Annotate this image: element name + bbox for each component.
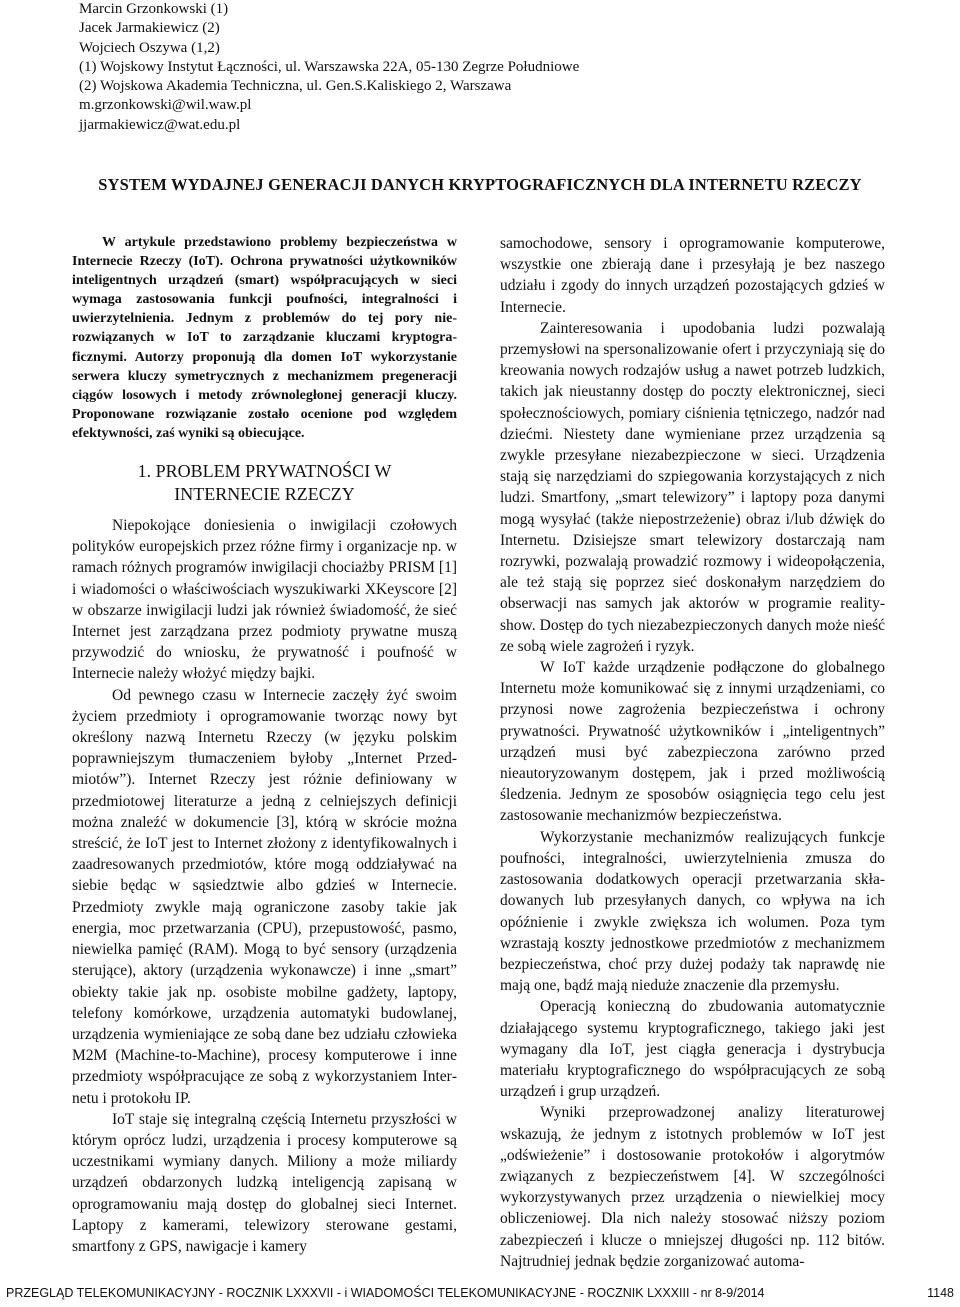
paragraph: Zainteresowania i upodobania ludzi pozwalają przemysłowi na spersonalizowanie ofert i przyczyniają się do kreowania nowych rodzajów usług a nawet potrzeb ludzkich, takich jak nieustanny dostęp do poczty elektronicznej, sieci społecznościowych, pomiary ciśnienia tętniczego, nadzór nad dziećmi. Niestety dane wymieniane przez urządzenia są zwykle przesyłane niezabezpieczone w sieci. Urządzenia stają się narzędziami do szpiegowania korzystających z nich ludzi. Smartfony, „smart telewizory” i laptopy poza danymi mogą wysyłać (także niepostrzeżenie) obraz i/lub dźwięk do Internetu. Dzisiejsze smart telewizory dostarczają nam rozrywki, pozwalają prowadzić rozmowy i wideopołączenia, ale też stają się poprzez sieć doskonałym narzędziem do obserwacji nas samych jak aktorów w programie reality-show. Dostęp do tych niezabezpieczonych danych może nieść ze sobą wiele zagrożeń i ryzyk.: [500, 319, 885, 655]
paragraph-continuation: samochodowe, sensory i oprogramowanie komputerowe, wszystkie one zbierają dane i przesyłają je bez naszego udziału i zgody do innych urządzeń pozostających gdzieś w Internecie.: [500, 235, 885, 316]
section-title-line1: PROBLEM PRYWATNOŚCI W: [155, 461, 392, 482]
abstract: W artykule przedstawiono problemy bezpieczeństwa w Internecie Rzeczy (IoT). Ochrona prywatności użytkowników inteligentnych urządzeń (smart) współpracujących w sieci wymaga zastosowania funkcji poufności, integralności i uwierzytelnienia. Jednym z problemów do tej pory nierozwiązanych w IoT to zarządzanie kluczami kryptograficznymi. Autorzy proponują dla domen IoT wykorzystanie serwera kluczy symetrycznych z mechanizmem pregeneracji ciągów losowych i metody zrównoległonej generacji kluczy. Proponowane rozwiązanie zostało ocenione pod względem efektywności, zaś wyniki są obiecujące.: [72, 235, 457, 441]
journal-citation: PRZEGLĄD TELEKOMUNIKACYJNY - ROCZNIK LXXXVII - i WIADOMOŚCI TELEKOMUNIKACYJNE - ROCZNIK LXXXIII - nr 8-9/2014: [6, 1286, 765, 1300]
left-column: [72, 233, 457, 1257]
author-block: [79, 0, 839, 135]
page-number: 1148: [927, 1286, 954, 1300]
paragraph: Operacją konieczną do zbudowania automatycznie działającego systemu kryptograficznego, takiego jaki jest wymagany dla IoT, jest ciągła generacja i dystrybucja materiału kryptograficznego do współpracujących ze sobą urządzeń i grup urządzeń.: [500, 998, 885, 1101]
paragraph: Wykorzystanie mechanizmów realizujących funkcje poufności, integralności, uwierzytelnienia zmusza do zastosowania dodatkowych operacji przetwarzania składowanych lub przesyłanych danych, co wpływa na ich opóźnienie i zwykle zwiększa ich wolumen. Poza tym wzrastają koszty jednostkowe przedmiotów z mechanizmem bezpieczeństwa, choć przy dużej podaży tak naprawdę nie mają one, bądź mają nieduże znaczenie dla przemysłu.: [500, 828, 885, 995]
paragraph: Od pewnego czasu w Internecie zaczęły żyć swoim życiem przedmioty i oprogramowanie tworząc nowy byt określony nazwą Internetu Rzeczy (w języku polskim poprawniejszym tłumaczeniem byłoby „Internet Przedmiotów”). Internet Rzeczy jest różnie definiowany w przedmiotowej literaturze a jedną z celniejszych definicji można znaleźć w dokumencie [3], którą w skrócie można streścić, że IoT jest to Internet złożony z identyfikowalnych i zaadresowanych przedmiotów, które mogą oddziaływać na siebie będąc w sąsiedztwie albo gdzieś w Internecie. Przedmioty zwykle mają ograniczone zasoby takie jak energia, moc przetwarzania (CPU), przepustowość, pasmo, niewielka pamięć (RAM). Mogą to być sensory (urządzenia sterujące), aktory (urządzenia wykonawcze) i inne „smart” obiekty takie jak np. osobiste mobilne gadżety, laptopy, telefony komórkowe, urządzenia automatyki budowlanej, urządzenia wymieniające ze sobą dane bez udziału człowieka M2M (Machine-to-Machine), procesy komputerowe i inne przedmioty współpracujące ze sobą z wykorzystaniem Internetu i protokołu IP.: [72, 686, 457, 1107]
paragraph: Wyniki przeprowadzonej analizy literaturowej wskazują, że jednym z istotnych problemów w IoT jest „odświeżenie” i dostosowanie protokołów i algorytmów związanych z bezpieczeństwem [4]. W szczególności wykorzystywanych przez urządzenia o niewielkiej mocy obliczeniowej. Dla nich należy stosować niższy poziom zabezpieczeń i klucze o mniejszej długości np. 112 bitów. Najtrudniej jednak będzie zorganizować automa-: [500, 1104, 885, 1270]
section-number: 1.: [137, 461, 152, 482]
section-title-line2: INTERNECIE RZECZY: [174, 483, 355, 504]
affiliation: (2) Wojskowa Akademia Techniczna, ul. Gen.S.Kaliskiego 2, Warszawa: [79, 78, 512, 95]
author-name: Marcin Grzonkowski (1): [79, 1, 229, 17]
author-email: m.grzonkowski@wil.waw.pl: [79, 97, 252, 114]
author-name: Wojciech Oszywa (1,2): [79, 39, 220, 56]
author-name: Jacek Jarmakiewicz (2): [79, 20, 220, 37]
paragraph: Niepokojące doniesienia o inwigilacji czołowych polityków europejskich przez różne firmy i organizacje np. w ramach różnych programów inwigilacji chociażby PRISM [1] i wiadomości o właściwościach wyszukiwarki XKeyscore [2] w obszarze inwigilacji ludzi jak również świadomość, że sieć Internet jest zarządzana przez podmioty prywatne muszą przywodzić do wniosku, że prywatność i poufność w Internecie należy włożyć między bajki.: [72, 517, 457, 683]
section-heading: [72, 460, 457, 505]
paper-title: SYSTEM WYDAJNEJ GENERACJI DANYCH KRYPTOGRAFICZNYCH DLA INTERNETU RZECZY: [98, 175, 862, 194]
right-column: [500, 233, 885, 1272]
paragraph: IoT staje się integralną częścią Internetu przyszłości w którym oprócz ludzi, urządzenia i procesy komputerowe są uczestnikami wymiany danych. Miliony a może miliardy urządzeń obdarzonych ludzką inteligencją zapisaną w oprogramowaniu mają dostęp do globalnej sieci Internet. Laptopy z kamerami, telewizory sterowane gestami, smartfony z GPS, nawigacje i kamery: [72, 1110, 457, 1255]
page-footer: [0, 1283, 960, 1307]
author-email: jjarmakiewicz@wat.edu.pl: [79, 116, 241, 133]
affiliation: (1) Wojskowy Instytut Łączności, ul. Warszawska 22A, 05-130 Zegrze Południowe: [79, 58, 580, 75]
paragraph: W IoT każde urządzenie podłączone do globalnego Internetu może komunikować się z innymi urządzeniami, co przynosi nowe zagrożenia bezpieczeństwa i ochrony prywatności. Prywatność użytkowników i „inteligentnych” urządzeń musi być zabezpieczona zarówno przed nieautoryzowanym dostępem, jak i przed możliwością śledzenia. Jednym ze sposobów osiągnięcia tego celu jest zastosowanie mechanizmów bezpieczeństwa.: [500, 659, 885, 825]
